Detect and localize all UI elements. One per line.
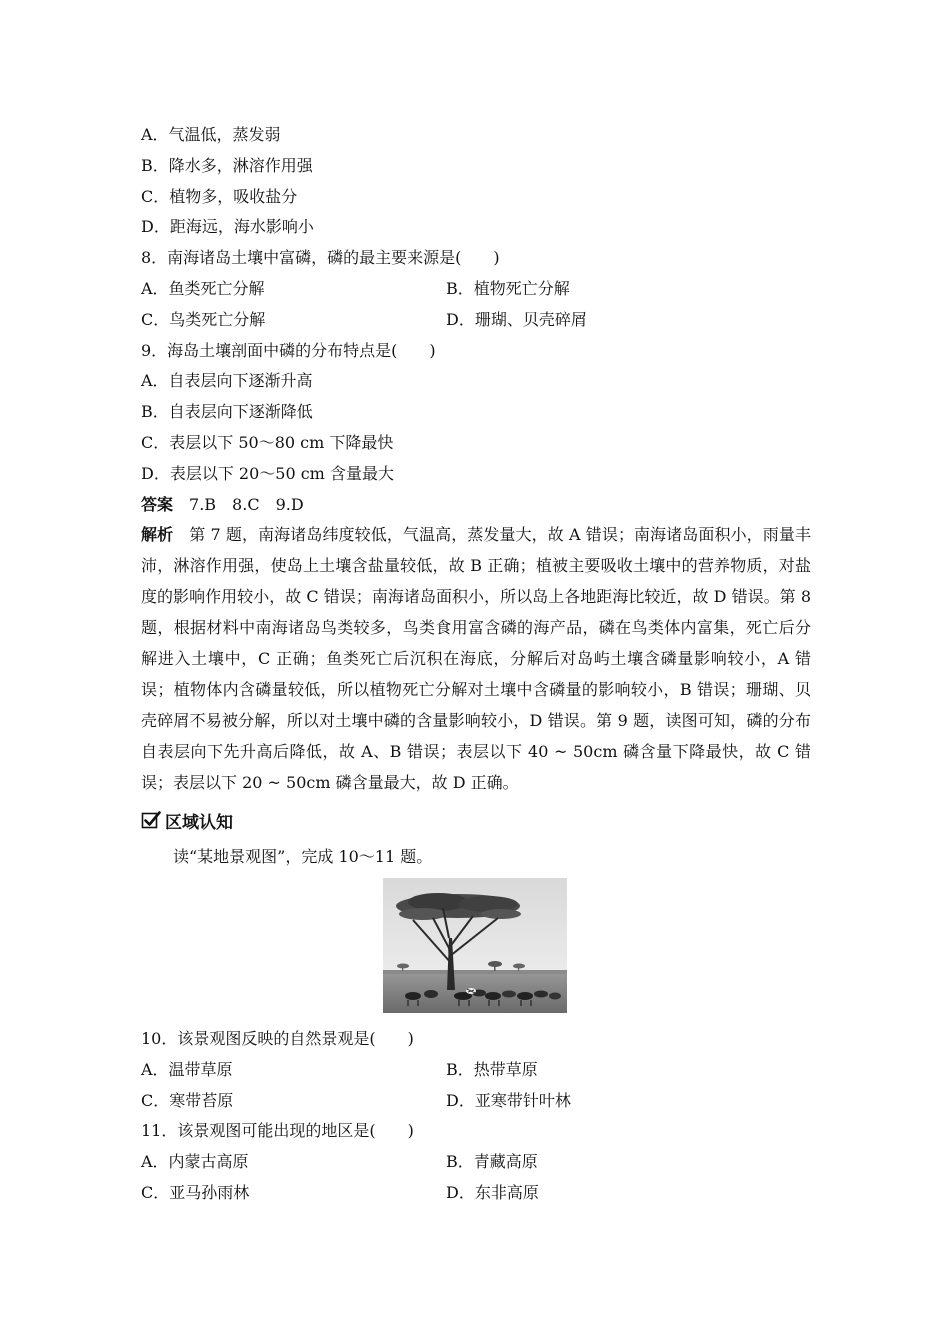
answer-line xyxy=(141,494,304,516)
q9-option-b: B．自表层向下逐渐降低 xyxy=(141,402,313,421)
q7-option-a: A．气温低，蒸发弱 xyxy=(141,125,281,144)
q7-option-b: B．降水多，淋溶作用强 xyxy=(141,156,313,175)
q8-stem: 8．南海诸岛土壤中富磷，磷的最主要来源是( ) xyxy=(141,248,500,267)
q8-option-d: D．珊瑚、贝壳碎屑 xyxy=(446,310,587,329)
analysis-text: 第 7 题，南海诸岛纬度较低，气温高，蒸发量大，故 A 错误；南海诸岛面积小，雨量丰沛，淋溶作用强，使岛上土壤含盐量较低，故 B 正确；植被主要吸收土壤中的营养物质，对盐度的影响作用较小，故 C 错误；南海诸岛面积小，所以岛上各地距海比较近，故 D 错误。第 8 题，根据材料中南海诸岛鸟类较多，鸟类食用富含磷的海产品，磷在鸟类体内富集，死亡后分解进入土壤中，C 正确；鱼类死亡后沉积在海底，分解后对岛屿土壤含磷量影响较小，A 错误；植物体内含磷量较低，所以植物死亡分解对土壤中含磷量的影响较小，B 错误；珊瑚、贝壳碎屑不易被分解，所以对土壤中磷的含量影响较小，D 错误。第 9 题，读图可知，磷的分布自表层向下先升高后降低，故 A、B 错误；表层以下 40 ~ 50cm 磷含量下降最快，故 C 错误；表层以下 20 ~ 50cm 磷含量最大，故 D 正确。 xyxy=(141,525,811,792)
answer-label: 答案 xyxy=(141,495,174,514)
q11-stem: 11．该景观图可能出现的地区是( ) xyxy=(141,1121,414,1140)
q10-stem: 10．该景观图反映的自然景观是( ) xyxy=(141,1029,414,1048)
savanna-landscape-photo xyxy=(383,878,567,1013)
q7-option-d: D．距海远，海水影响小 xyxy=(141,217,314,236)
section-heading xyxy=(141,808,233,832)
q9-option-d: D．表层以下 20～50 cm 含量最大 xyxy=(141,464,394,483)
q9-option-a: A．自表层向下逐渐升高 xyxy=(141,371,313,390)
answer-text: 7.B 8.C 9.D xyxy=(189,495,304,514)
q10-option-c: C．寒带苔原 xyxy=(141,1091,234,1110)
q11-option-a: A．内蒙古高原 xyxy=(141,1152,249,1171)
q8-option-c: C．鸟类死亡分解 xyxy=(141,310,266,329)
analysis-paragraph xyxy=(141,519,811,798)
analysis-label: 解析 xyxy=(141,525,174,544)
checkbox-icon xyxy=(141,810,161,830)
intro-text: 读“某地景观图”，完成 10～11 题。 xyxy=(173,847,433,866)
q11-option-b: B．青藏高原 xyxy=(446,1152,538,1171)
q11-option-c: C．亚马孙雨林 xyxy=(141,1183,250,1202)
q11-option-d: D．东非高原 xyxy=(446,1183,539,1202)
q10-option-d: D．亚寒带针叶林 xyxy=(446,1091,571,1110)
q9-option-c: C．表层以下 50～80 cm 下降最快 xyxy=(141,433,394,452)
q9-stem: 9．海岛土壤剖面中磷的分布特点是( ) xyxy=(141,341,436,360)
q7-option-c: C．植物多，吸收盐分 xyxy=(141,187,298,206)
q8-option-b: B．植物死亡分解 xyxy=(446,279,570,298)
q10-option-b: B．热带草原 xyxy=(446,1060,538,1079)
q10-option-a: A．温带草原 xyxy=(141,1060,233,1079)
q8-option-a: A．鱼类死亡分解 xyxy=(141,279,265,298)
section-title: 区域认知 xyxy=(165,812,233,833)
